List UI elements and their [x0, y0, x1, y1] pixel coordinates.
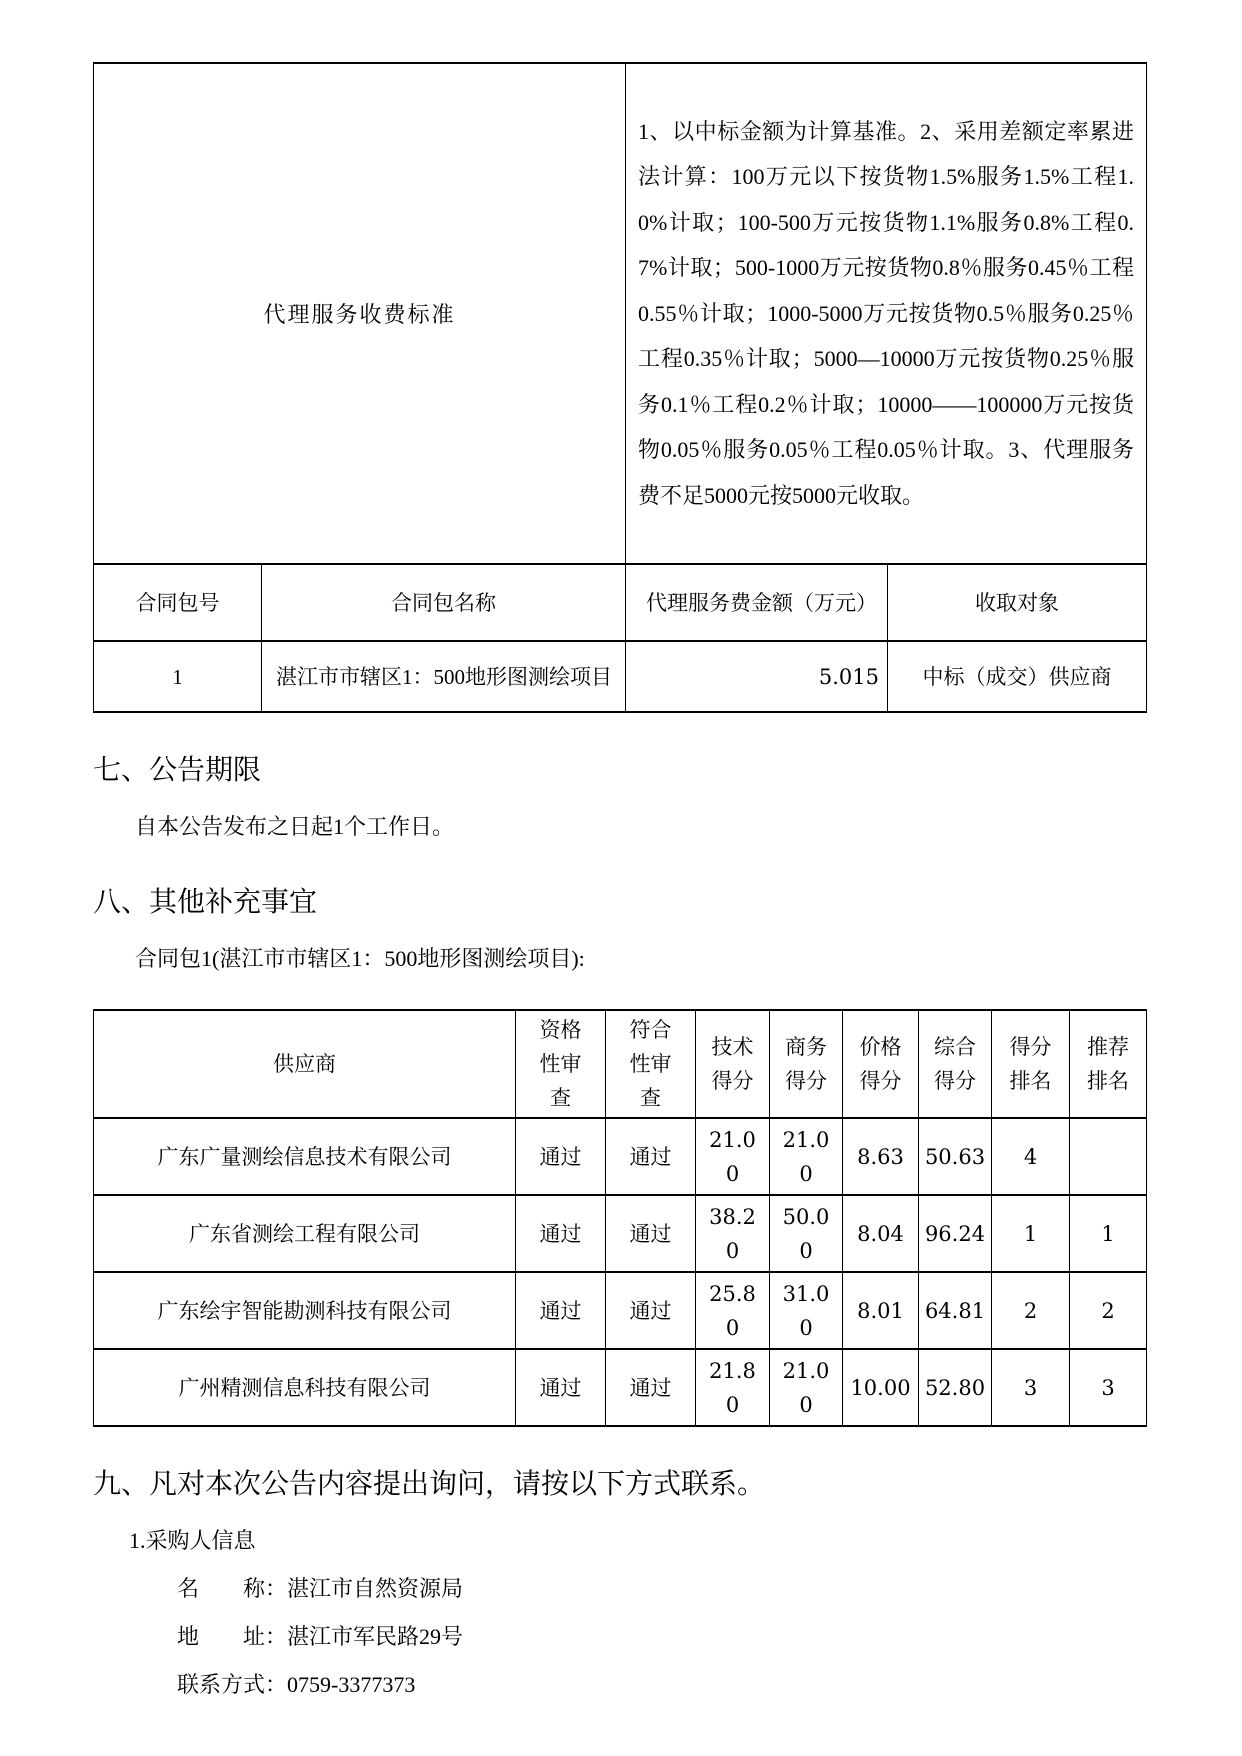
supplier-name-cell: 广东广量测绘信息技术有限公司	[94, 1118, 516, 1195]
package-no-cell: 1	[94, 641, 262, 712]
fee-amount-cell: 5.015	[626, 641, 888, 712]
col-header-qualification-review: 资格性审查	[516, 1010, 606, 1118]
purchaser-address-line: 地 址：湛江市军民路29号	[177, 1624, 464, 1649]
recommend-rank-cell: 3	[1070, 1349, 1147, 1426]
price-score-cell: 8.01	[843, 1272, 919, 1349]
col-header-total-score: 综合得分	[919, 1010, 992, 1118]
fee-table-row	[94, 641, 1147, 712]
conformity-cell: 通过	[606, 1195, 696, 1272]
score-table	[93, 1009, 1147, 1427]
fee-standard-label-cell: 代理服务收费标准	[94, 63, 626, 564]
purchaser-info-heading: 1.采购人信息	[129, 1528, 256, 1553]
score-rank-cell: 4	[992, 1118, 1070, 1195]
purchaser-phone-line: 联系方式：0759-3377373	[177, 1672, 416, 1697]
supplier-name-cell: 广州精测信息科技有限公司	[94, 1349, 516, 1426]
technical-score-cell: 25.80	[696, 1272, 770, 1349]
qualification-cell: 通过	[516, 1349, 606, 1426]
business-score-cell: 21.00	[770, 1118, 843, 1195]
col-header-supplier: 供应商	[94, 1010, 516, 1118]
qualification-cell: 通过	[516, 1118, 606, 1195]
section-7-body: 自本公告发布之日起1个工作日。	[135, 814, 455, 839]
section-7-heading: 七、公告期限	[93, 754, 262, 785]
price-score-cell: 10.00	[843, 1349, 919, 1426]
recommend-rank-cell	[1070, 1118, 1147, 1195]
col-header-package-no: 合同包号	[94, 564, 262, 641]
business-score-cell: 50.00	[770, 1195, 843, 1272]
col-header-technical-score: 技术得分	[696, 1010, 770, 1118]
score-table-row	[94, 1349, 1147, 1426]
technical-score-cell: 38.20	[696, 1195, 770, 1272]
score-rank-cell: 2	[992, 1272, 1070, 1349]
col-header-business-score: 商务得分	[770, 1010, 843, 1118]
fee-table	[93, 62, 1147, 713]
supplier-name-cell: 广东省测绘工程有限公司	[94, 1195, 516, 1272]
price-score-cell: 8.63	[843, 1118, 919, 1195]
col-header-fee-amount: 代理服务费金额（万元）	[626, 564, 888, 641]
col-header-charge-target: 收取对象	[888, 564, 1147, 641]
package-name-cell: 湛江市市辖区1：500地形图测绘项目	[262, 641, 626, 712]
fee-standard-text-cell: 1、以中标金额为计算基准。2、采用差额定率累进法计算：100万元以下按货物1.5%服务1.5%工程1.0%计取；100-500万元按货物1.1%服务0.8%工程0.7%计取；500-1000万元按货物0.8％服务0.45％工程0.55％计取；1000-5000万元按货物0.5％服务0.25％工程0.35％计取；5000—10000万元按货物0.25％服务0.1％工程0.2％计取；10000——100000万元按货物0.05％服务0.05％工程0.05％计取。3、代理服务费不足5000元按5000元收取。	[626, 63, 1147, 564]
total-score-cell: 50.63	[919, 1118, 992, 1195]
business-score-cell: 31.00	[770, 1272, 843, 1349]
recommend-rank-cell: 1	[1070, 1195, 1147, 1272]
total-score-cell: 52.80	[919, 1349, 992, 1426]
col-header-conformity-review: 符合性审查	[606, 1010, 696, 1118]
qualification-cell: 通过	[516, 1272, 606, 1349]
purchaser-name-line: 名 称：湛江市自然资源局	[177, 1576, 464, 1601]
score-table-row	[94, 1118, 1147, 1195]
conformity-cell: 通过	[606, 1349, 696, 1426]
total-score-cell: 64.81	[919, 1272, 992, 1349]
price-score-cell: 8.04	[843, 1195, 919, 1272]
recommend-rank-cell: 2	[1070, 1272, 1147, 1349]
col-header-package-name: 合同包名称	[262, 564, 626, 641]
score-table-row	[94, 1195, 1147, 1272]
supplier-name-cell: 广东绘宇智能勘测科技有限公司	[94, 1272, 516, 1349]
charge-target-cell: 中标（成交）供应商	[888, 641, 1147, 712]
col-header-score-rank: 得分排名	[992, 1010, 1070, 1118]
section-9-heading: 九、凡对本次公告内容提出询问，请按以下方式联系。	[93, 1468, 766, 1499]
col-header-recommend-rank: 推荐排名	[1070, 1010, 1147, 1118]
conformity-cell: 通过	[606, 1118, 696, 1195]
business-score-cell: 21.00	[770, 1349, 843, 1426]
section-8-heading: 八、其他补充事宜	[93, 886, 318, 917]
qualification-cell: 通过	[516, 1195, 606, 1272]
score-rank-cell: 1	[992, 1195, 1070, 1272]
conformity-cell: 通过	[606, 1272, 696, 1349]
technical-score-cell: 21.80	[696, 1349, 770, 1426]
score-table-row	[94, 1272, 1147, 1349]
section-8-body: 合同包1(湛江市市辖区1：500地形图测绘项目):	[135, 946, 585, 971]
score-rank-cell: 3	[992, 1349, 1070, 1426]
col-header-price-score: 价格得分	[843, 1010, 919, 1118]
technical-score-cell: 21.00	[696, 1118, 770, 1195]
total-score-cell: 96.24	[919, 1195, 992, 1272]
